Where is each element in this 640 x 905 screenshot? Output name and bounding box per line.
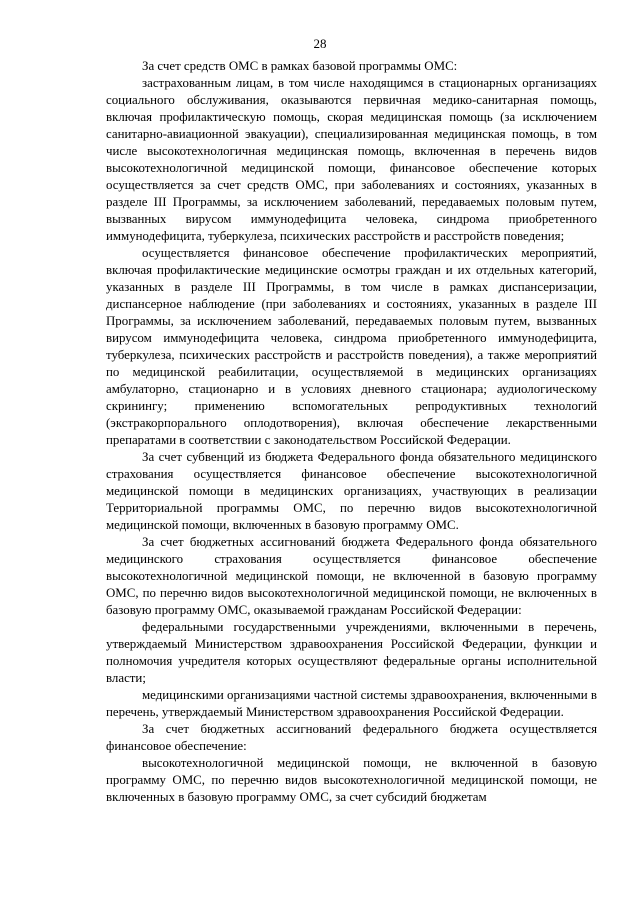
- paragraph: застрахованным лицам, в том числе находящимся в стационарных организациях социального обслуживания, оказываются первичная медико-санитарная помощь, включая профилактическую помощь, скорая медицинская помощь (за исключением санитарно-авиационной эвакуации), специализированная медицинская помощь, в том числе высокотехнологичная медицинская помощь, включенная в перечень видов высокотехнологичной медицинской помощи, финансовое обеспечение которых осуществляется за счет средств ОМС, при заболеваниях и состояниях, указанных в разделе III Программы, за исключением заболеваний, передаваемых половым путем, вызванных вирусом иммунодефицита человека, синдрома приобретенного иммунодефицита, туберкулеза, психических расстройств и расстройств поведения;: [106, 76, 597, 243]
- document-body: [106, 58, 597, 806]
- paragraph: медицинскими организациями частной системы здравоохранения, включенными в перечень, утверждаемый Министерством здравоохранения Российской Федерации.: [106, 688, 597, 719]
- paragraph: За счет бюджетных ассигнований бюджета Федерального фонда обязательного медицинского страхования осуществляется финансовое обеспечение высокотехнологичной медицинской помощи, не включенной в базовую программу ОМС, по перечню видов высокотехнологичной медицинской помощи, не включенных в базовую программу ОМС, оказываемой гражданам Российской Федерации:: [106, 535, 597, 617]
- paragraph: За счет субвенций из бюджета Федерального фонда обязательного медицинского страхования осуществляется финансовое обеспечение высокотехнологичной медицинской помощи в медицинских организациях, участвующих в реализации Территориальной программы ОМС, по перечню видов высокотехнологичной медицинской помощи, включенных в базовую программу ОМС.: [106, 450, 597, 532]
- paragraph: осуществляется финансовое обеспечение профилактических мероприятий, включая профилактические медицинские осмотры граждан и их отдельных категорий, указанных в разделе III Программы, в том числе в рамках диспансеризации, диспансерное наблюдение (при заболеваниях и состояниях, указанных в разделе III Программы, за исключением заболеваний, передаваемых половым путем, вызванных вирусом иммунодефицита человека, синдрома приобретенного иммунодефицита, туберкулеза, психических расстройств и расстройств поведения), а также мероприятий по медицинской реабилитации, осуществляемой в медицинских организациях амбулаторно, стационарно и в условиях дневного стационара; аудиологическому скринингу; применению вспомогательных репродуктивных технологий (экстракорпорального оплодотворения), включая обеспечение лекарственными препаратами в соответствии с законодательством Российской Федерации.: [106, 246, 597, 447]
- paragraph: федеральными государственными учреждениями, включенными в перечень, утверждаемый Министерством здравоохранения Российской Федерации, функции и полномочия учредителя которых осуществляют федеральные органы исполнительной власти;: [106, 620, 597, 685]
- paragraph: За счет бюджетных ассигнований федерального бюджета осуществляется финансовое обеспечение:: [106, 722, 597, 753]
- paragraph: высокотехнологичной медицинской помощи, не включенной в базовую программу ОМС, по перечню видов высокотехнологичной медицинской помощи, не включенных в базовую программу ОМС, за счет субсидий бюджетам: [106, 756, 597, 804]
- paragraph: За счет средств ОМС в рамках базовой программы ОМС:: [142, 59, 458, 73]
- page-number: 28: [313, 36, 327, 51]
